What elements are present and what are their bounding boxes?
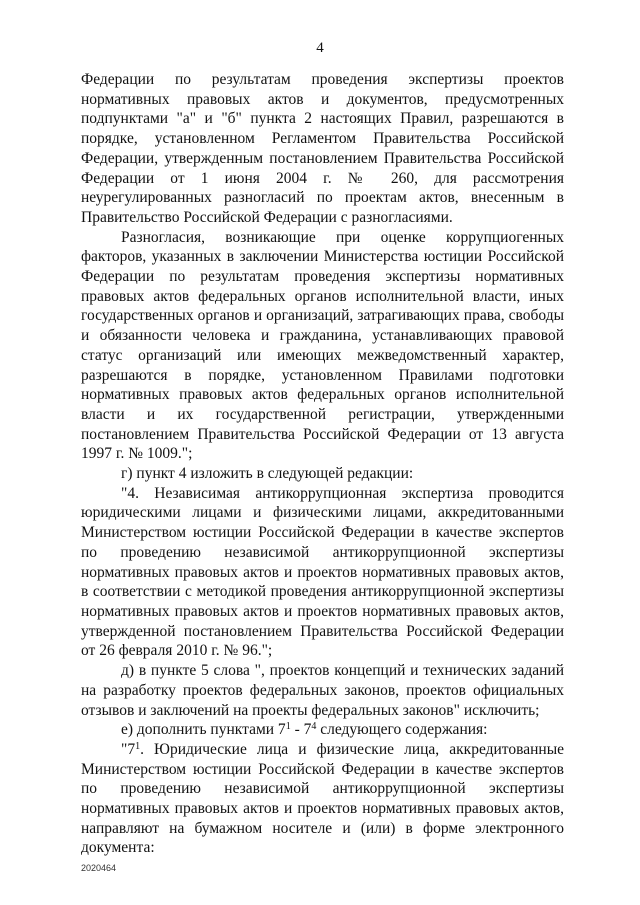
- text-run: д) в пункте 5 слова ", проектов концепций и технических заданий на разработку проектов федеральных законов, проектов официальных отзывов и заключений на проекты федеральных законов" исключить;: [81, 662, 564, 719]
- text-run: следующего содержания:: [316, 721, 488, 739]
- paragraph: [81, 740, 564, 858]
- paragraph: [81, 720, 564, 740]
- superscript: 1: [135, 740, 141, 752]
- document-body: [81, 70, 564, 858]
- text-run: г) пункт 4 изложить в следующей редакции:: [121, 465, 414, 483]
- paragraph: [81, 70, 564, 228]
- text-run: "7: [121, 740, 136, 758]
- superscript: 1: [285, 721, 291, 733]
- text-run: е) дополнить пунктами 7: [121, 721, 286, 739]
- paragraph: [81, 464, 564, 484]
- text-run: - 7: [290, 721, 312, 739]
- paragraph: [81, 484, 564, 661]
- text-run: Разногласия, возникающие при оценке коррупциогенных факторов, указанных в заключении Министерства юстиции Российской Федерации по результатам проведения экспертизы нормативных правовых актов федеральных органов исполнительной власти, иных государственных органов и организаций, затрагивающих права, свободы и обязанности человека и гражданина, устанавливающих правовой статус организаций или имеющих межведомственный характер, разрешаются в порядке, установленном Правилами подготовки нормативных правовых актов федеральных органов исполнительной власти и их государственной регистрации, утвержденными постановлением Правительства Российской Федерации от 13 августа 1997 г. № 1009.";: [81, 228, 564, 463]
- document-code: 2020464: [81, 863, 117, 873]
- page-number: 4: [316, 40, 324, 56]
- text-run: Федерации по результатам проведения экспертизы проектов нормативных правовых актов и документов, предусмотренных подпунктами "а" и "б" пункта 2 настоящих Правил, разрешаются в порядке, установленном Регламентом Правительства Российской Федерации, утвержденным постановлением Правительства Российской Федерации от 1 июня 2004 г. № 260, для рассмотрения неурегулированных разногласий по проектам актов, внесенным в Правительство Российской Федерации с разногласиями.: [81, 71, 564, 226]
- text-run: . Юридические лица и физические лица, аккредитованные Министерством юстиции Российской Федерации в качестве экспертов по проведению независимой антикоррупционной экспертизы нормативных правовых актов и проектов нормативных правовых актов, направляют на бумажном носителе и (или) в форме электронного документа:: [81, 740, 564, 857]
- paragraph: [81, 661, 564, 720]
- text-run: "4. Независимая антикоррупционная экспертиза проводится юридическими лицами и физическими лицами, аккредитованными Министерством юстиции Российской Федерации в качестве экспертов по проведению независимой антикоррупционной экспертизы нормативных правовых актов и проектов нормативных правовых актов, в соответствии с методикой проведения антикоррупционной экспертизы нормативных правовых актов и проектов нормативных правовых актов, утвержденной постановлением Правительства Российской Федерации от 26 февраля 2010 г. № 96.";: [81, 484, 564, 660]
- superscript: 4: [311, 721, 317, 733]
- paragraph: [81, 228, 564, 464]
